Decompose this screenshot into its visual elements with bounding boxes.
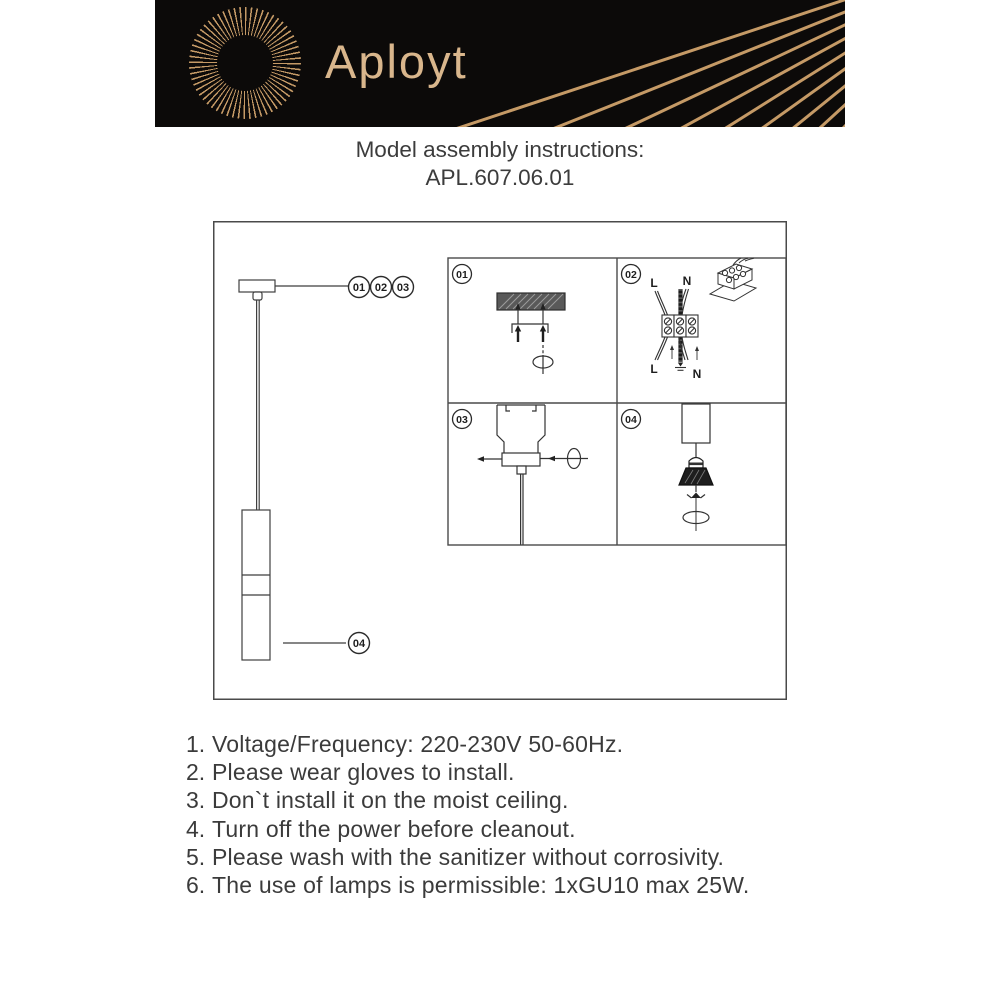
callout-03: 03 [396,282,410,294]
instruction-text: The use of lamps is permissible: 1xGU10 max 25W. [212,871,750,898]
wire-label-l-bottom: L [650,362,658,376]
title-block [0,136,1000,192]
wire-label-n-bottom: N [692,367,702,381]
instruction-text: Turn off the power before cleanout. [212,815,576,842]
wire-label-l-top: L [650,276,658,290]
step-04-badge: 04 [625,414,637,426]
page-title: Model assembly instructions: [355,137,645,162]
instruction-number: 5. [186,843,206,870]
decorative-rays-icon [155,0,845,127]
lamp-callouts [349,277,414,654]
step-panel-03 [477,405,588,545]
terminal-block-3d [710,258,756,301]
model-number: APL.607.06.01 [425,165,575,190]
instruction-item [186,787,750,815]
step-03-badge: 03 [456,414,468,426]
instruction-item [186,816,750,844]
callout-02: 02 [374,282,388,294]
assembly-diagram [213,221,787,700]
brand-name: Aployt [325,35,468,88]
instruction-number: 2. [186,759,206,786]
instruction-number: 3. [186,787,206,814]
instruction-text: Don`t install it on the moist ceiling. [212,787,569,814]
callout-04: 04 [352,638,366,650]
instruction-item [186,759,750,787]
step-panel-02 [650,258,756,381]
step-panel-04 [679,404,713,531]
pendant-lamp-drawing [239,280,348,660]
step-panel-01 [497,293,565,374]
instruction-text: Please wash with the sanitizer without corrosivity. [212,843,725,870]
instructions-list [186,731,750,900]
brand-banner [155,0,845,127]
step-badges [453,265,641,429]
step-02-badge: 02 [625,269,637,281]
instruction-number: 1. [186,731,206,757]
callout-01: 01 [352,282,366,294]
instruction-number: 6. [186,871,206,898]
instruction-text: Voltage/Frequency: 220-230V 50-60Hz. [212,731,624,757]
instruction-number: 4. [186,815,206,842]
instruction-item [186,872,750,900]
instruction-item [186,844,750,872]
instruction-item [186,731,750,759]
step-01-badge: 01 [456,269,468,281]
instruction-text: Please wear gloves to install. [212,759,515,786]
wire-label-n-top: N [682,274,692,288]
decorative-rays-group [342,0,845,127]
